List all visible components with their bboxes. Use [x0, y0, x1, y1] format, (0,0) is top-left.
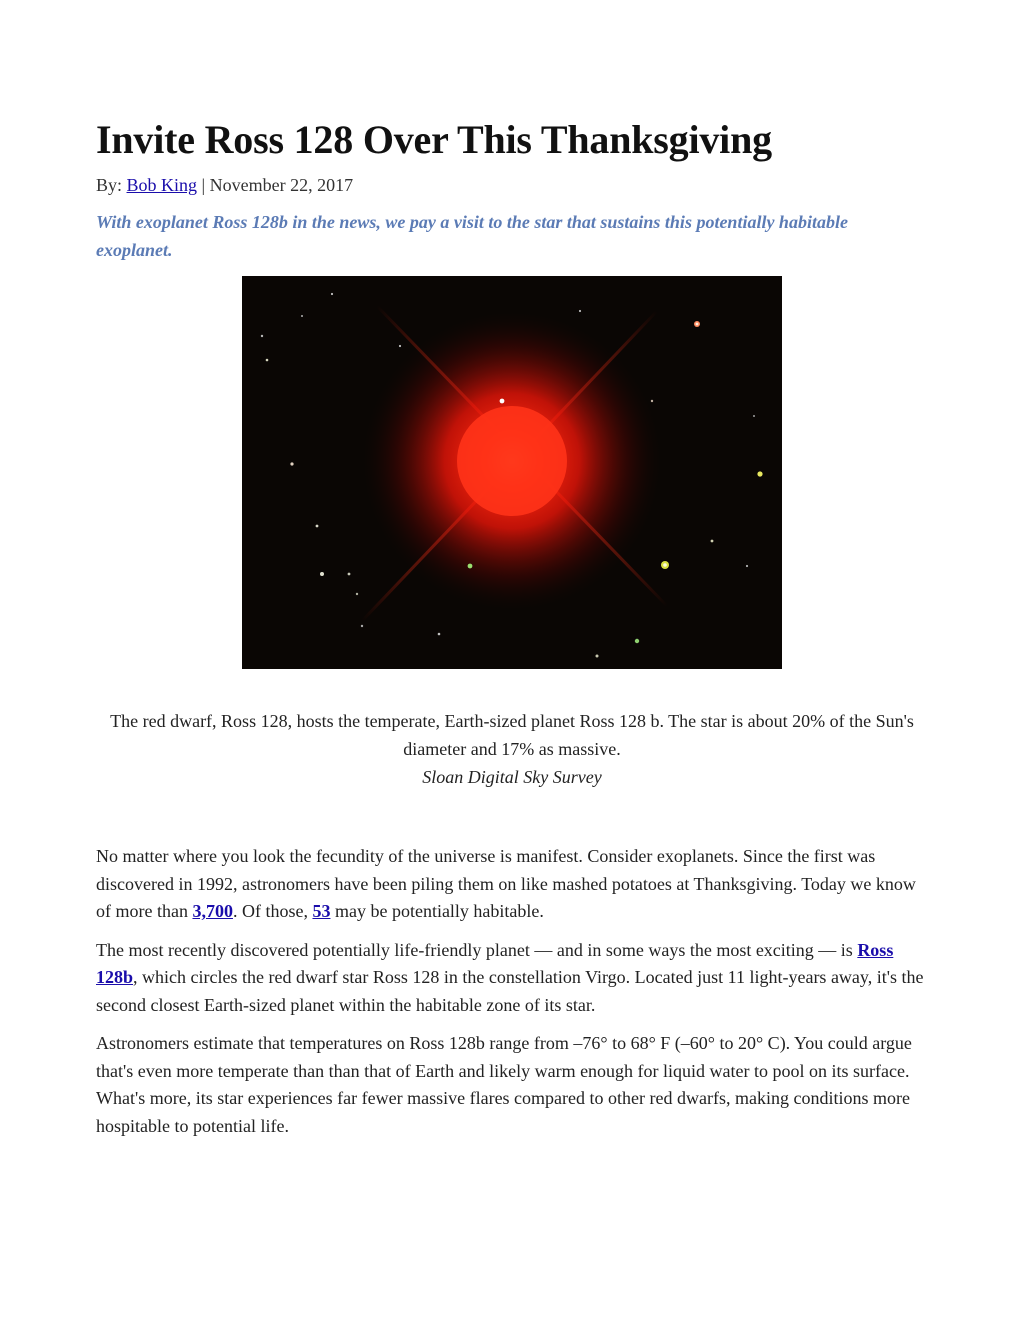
article-figure	[96, 276, 928, 791]
paragraph-text: The most recently discovered potentially life-friendly planet — and in some ways the most exciting — is	[96, 939, 858, 960]
article-dek: With exoplanet Ross 128b in the news, we pay a visit to the star that sustains this potentially habitable exoplanet.	[96, 212, 848, 260]
caption-text: The red dwarf, Ross 128, hosts the temperate, Earth-sized planet Ross 128 b. The star is about 20% of the Sun's diameter and 17% as massive.	[110, 711, 914, 759]
ross-128b-link[interactable]: Ross 128b	[96, 939, 894, 987]
paragraph-2	[96, 937, 928, 1020]
byline-separator: |	[197, 175, 210, 195]
photo-credit: Sloan Digital Sky Survey	[422, 767, 602, 787]
paragraph-text: . Of those,	[232, 901, 313, 921]
paragraph-3: Astronomers estimate that temperatures on Ross 128b range from –76° to 68° F (–60° to 20° C). You could argue that's even more temperate than than that of Earth and likely warm enough for liquid water to pool on its surface. What's more, its star experiences far fewer massive flares compared to other red dwarfs, making conditions more hospitable to potential life.	[96, 1033, 912, 1136]
habitable-count-link[interactable]: 53	[312, 901, 331, 921]
paragraph-text: may be potentially habitable.	[330, 901, 544, 921]
article-title: Invite Ross 128 Over This Thanksgiving	[96, 117, 772, 162]
byline-prefix: By:	[96, 175, 127, 195]
article	[96, 114, 928, 1151]
author-link[interactable]: Bob King	[126, 175, 198, 195]
figure-caption	[96, 707, 928, 791]
paragraph-text: , which circles the red dwarf star Ross 128 in the constellation Virgo. Located just 11 light-years away, it's the second closest Earth-sized planet within the habitable zone of its star.	[96, 967, 924, 1015]
publish-date: November 22, 2017	[209, 175, 354, 195]
article-body	[96, 843, 928, 1140]
paragraph-text: No matter where you look the fecundity of the universe is manifest. Consider exoplanets. Since the first was discovered in 1992, astronomers have been piling them on like mashed potatoes at Thanksgiving. Today we know of more than	[96, 846, 916, 921]
red-dwarf-star-photo	[242, 276, 782, 669]
byline	[96, 172, 928, 198]
exoplanet-count-link[interactable]: 3,700	[192, 901, 233, 921]
paragraph-1	[96, 843, 928, 926]
